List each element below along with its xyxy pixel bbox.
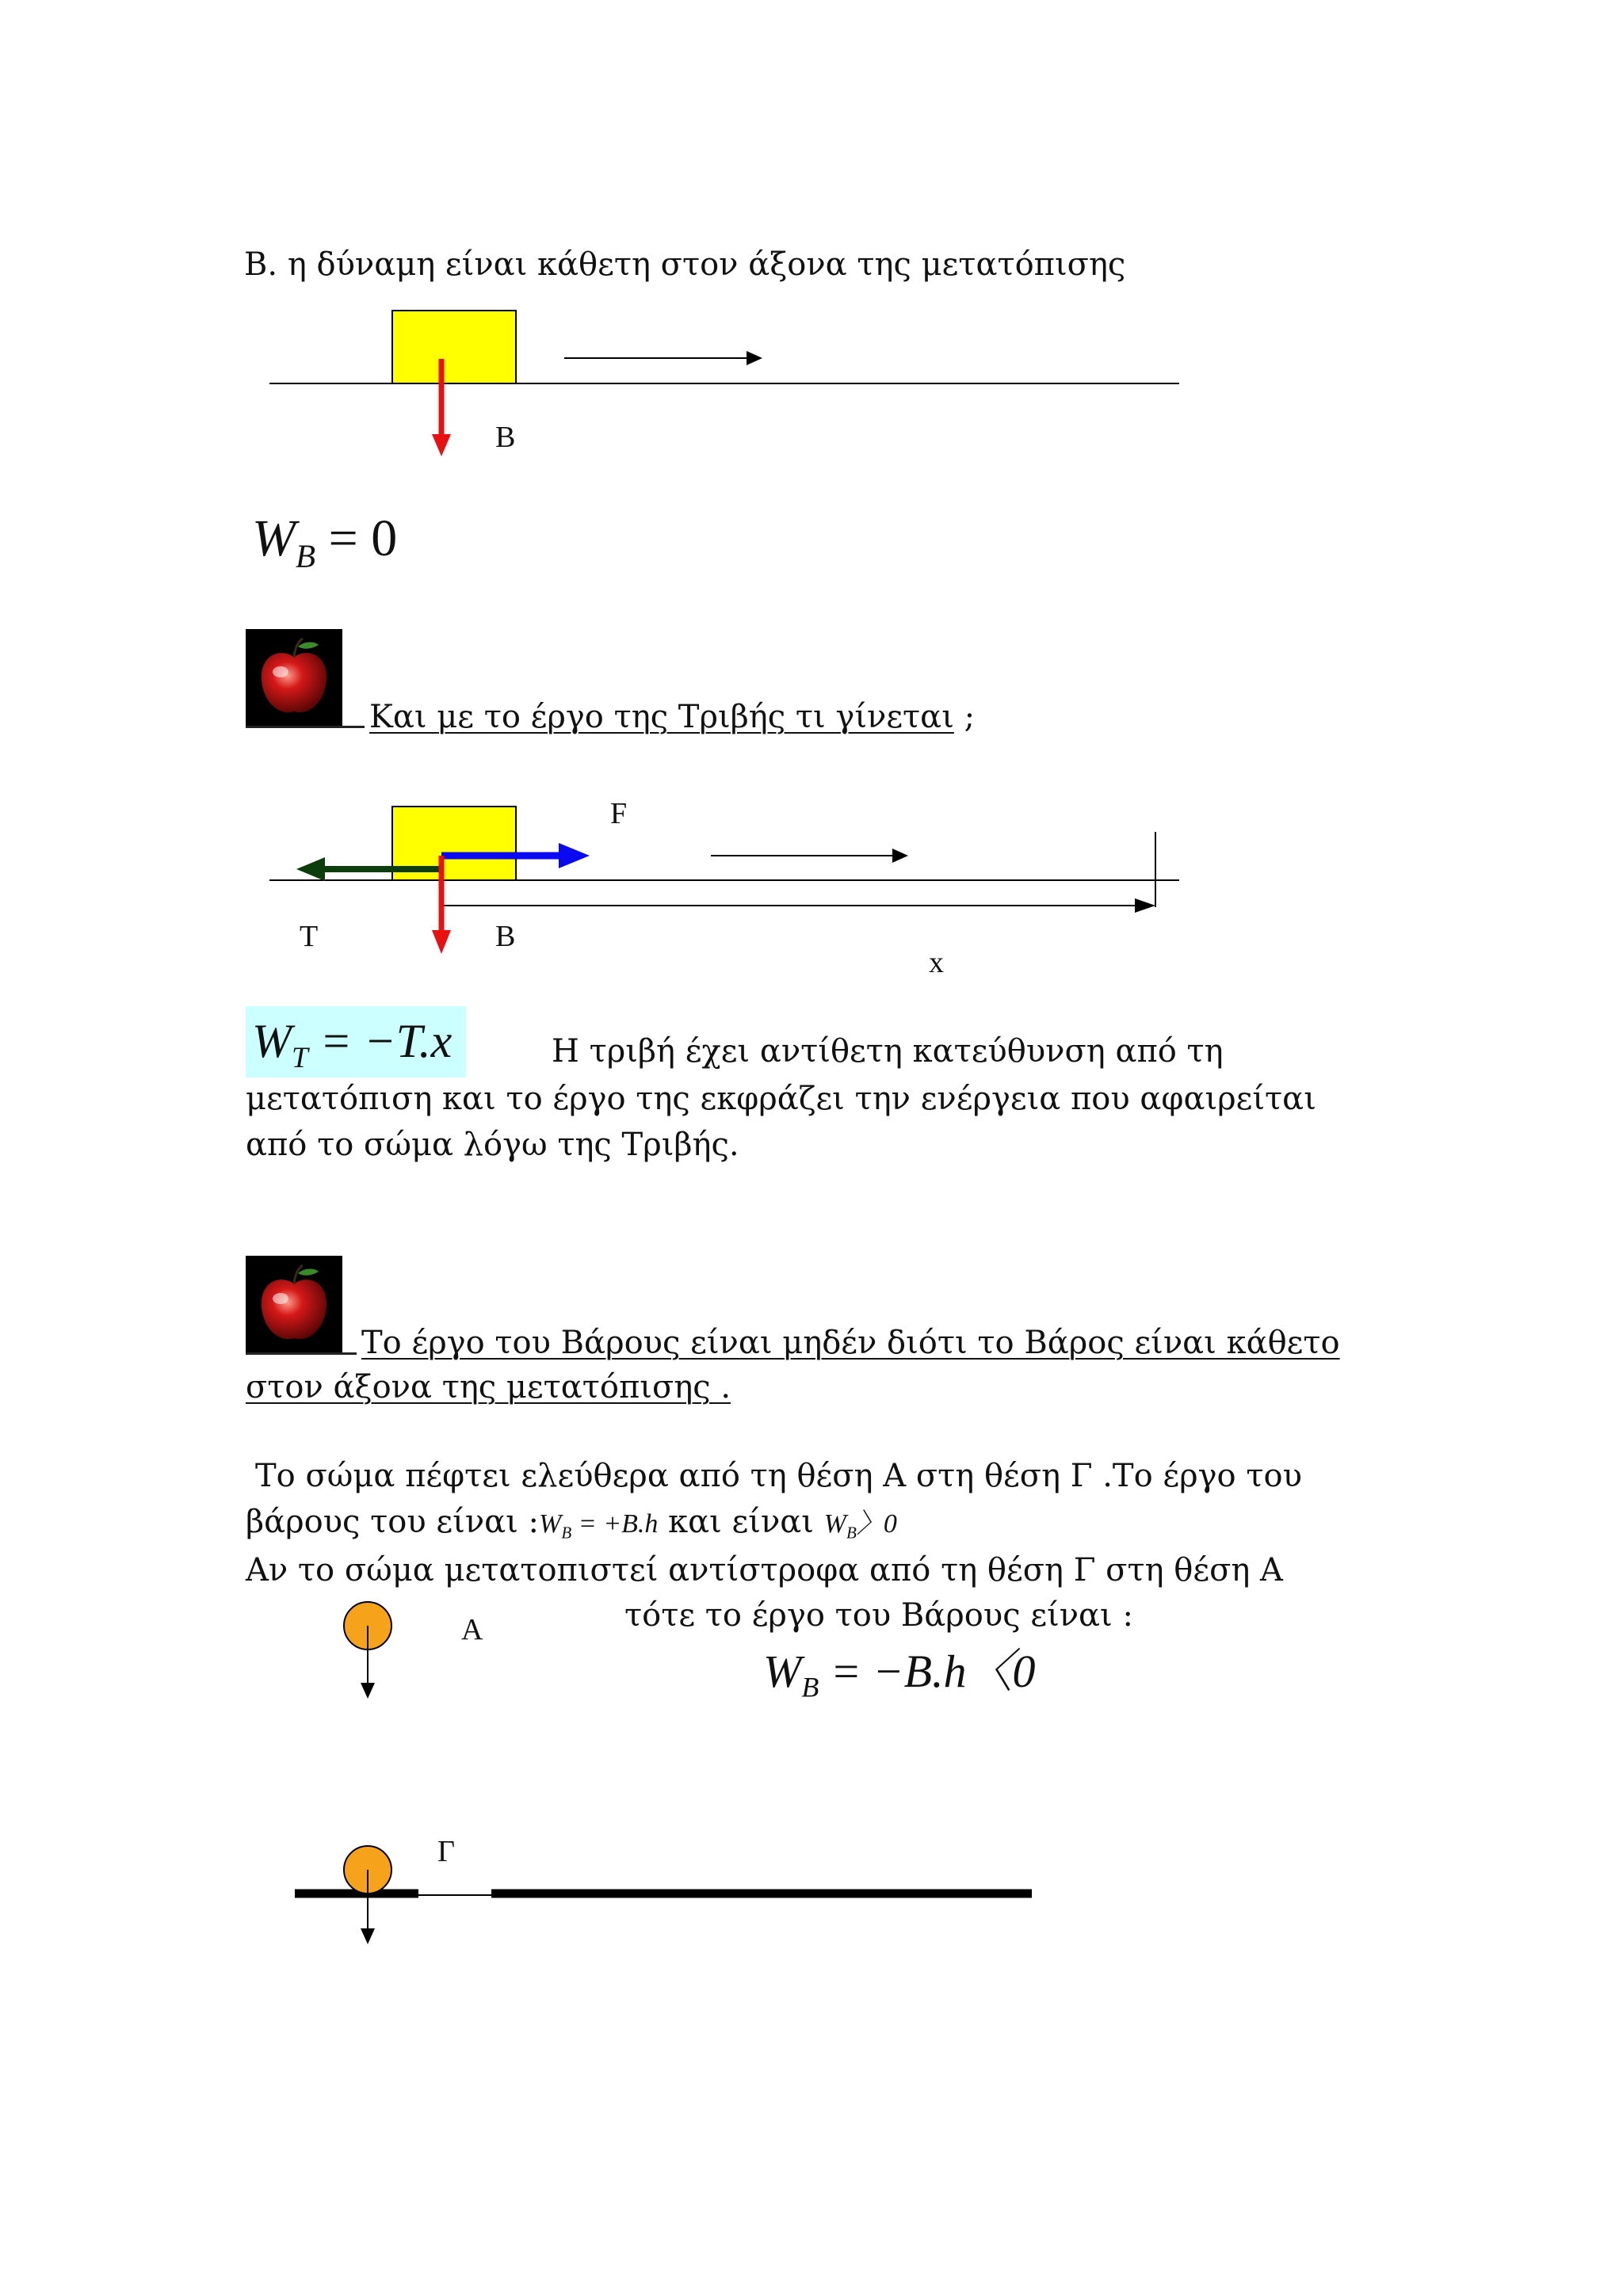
eq-sub: B [561, 1523, 572, 1543]
eq-sub: B [295, 538, 315, 574]
eq-symbol: W [539, 1509, 562, 1539]
friction-question [369, 694, 975, 740]
force-label-B: Β [495, 421, 516, 454]
eq-rhs: 〉0 [856, 1509, 897, 1539]
force-label-F: F [610, 797, 628, 830]
eq-W-B-gt-zero [823, 1509, 897, 1543]
friction-question-text: Και με το έργο της Τριβής τι γίνεται [369, 699, 954, 735]
x-axis-arrowhead [1135, 898, 1155, 913]
friction-question-mark: ; [953, 699, 976, 735]
weight-arrowhead [432, 434, 451, 456]
block [392, 311, 516, 383]
eq-rhs: = +B.h [578, 1509, 659, 1539]
weight-note-line2: στον άξονα της μετατόπισης . [246, 1369, 731, 1405]
reverse-line1: Αν το σώμα μετατοπιστεί αντίστροφα από τη θέση Γ στη θέση Α [246, 1552, 1283, 1589]
apple-icon [246, 1256, 342, 1352]
eq-rhs: = 0 [328, 509, 398, 567]
equation-W-B-negative [763, 1640, 1036, 1719]
weight-arrowhead-top [361, 1683, 375, 1699]
section1-heading: Β. η δύναμη είναι κάθετη στον άξονα της μετατόπισης [244, 246, 1126, 283]
weight-arrowhead [432, 930, 451, 954]
apple-underline [246, 726, 365, 728]
eq-symbol: W [763, 1646, 802, 1697]
displacement-arrowhead [747, 351, 762, 365]
apple-svg [246, 629, 342, 726]
freefall-line2-mid: και είναι [668, 1504, 814, 1540]
eq-rhs: = −B.h〈0 [830, 1646, 1036, 1697]
diagram-friction [269, 807, 1179, 954]
displacement-label-x: x [929, 946, 944, 979]
friction-paragraph-line3: από το σώμα λόγω της Τριβής. [246, 1127, 739, 1163]
weight-label-B: Β [495, 920, 516, 953]
friction-paragraph-line1: Η τριβή έχει αντίθετη κατεύθυνση από τη [552, 1033, 1224, 1070]
freefall-line2-text: βάρους του είναι : [246, 1504, 540, 1540]
eq-symbol: W [823, 1509, 846, 1539]
freefall-line1: Το σώμα πέφτει ελεύθερα από τη θέση Α στη θέση Γ .Το έργο του [255, 1458, 1302, 1494]
eq-symbol: W [252, 1015, 292, 1067]
weight-arrowhead-bottom [361, 1928, 375, 1944]
apple-underline [246, 1352, 357, 1355]
eq-sub: T [291, 1042, 308, 1075]
reverse-line2: τότε το έργο του Βάρους είναι : [624, 1597, 1133, 1634]
eq-sub: B [801, 1671, 819, 1703]
equation-W-T [246, 1006, 466, 1077]
displacement-arrowhead [892, 849, 908, 863]
position-label-A: Α [461, 1613, 483, 1646]
apple-svg [246, 1256, 342, 1352]
eq-W-B-positive [539, 1509, 659, 1543]
friction-paragraph-line2: μετατόπιση και το έργο της εκφράζει την ενέργεια που αφαιρείται [246, 1081, 1316, 1117]
eq-rhs: = −T.x [319, 1015, 453, 1067]
eq-sub: B [846, 1523, 857, 1543]
eq-symbol: W [252, 509, 296, 567]
force-arrowhead [559, 843, 590, 868]
weight-note-line1: Το έργο του Βάρους είναι μηδέν διότι το Βάρος είναι κάθετο [361, 1325, 1340, 1361]
position-label-G: Γ [437, 1835, 455, 1868]
apple-icon [246, 629, 342, 726]
diagram-weight-perpendicular [269, 311, 1179, 456]
friction-arrowhead [296, 857, 325, 881]
equation-W-B-zero [252, 507, 397, 588]
friction-label-T: Τ [300, 920, 319, 953]
